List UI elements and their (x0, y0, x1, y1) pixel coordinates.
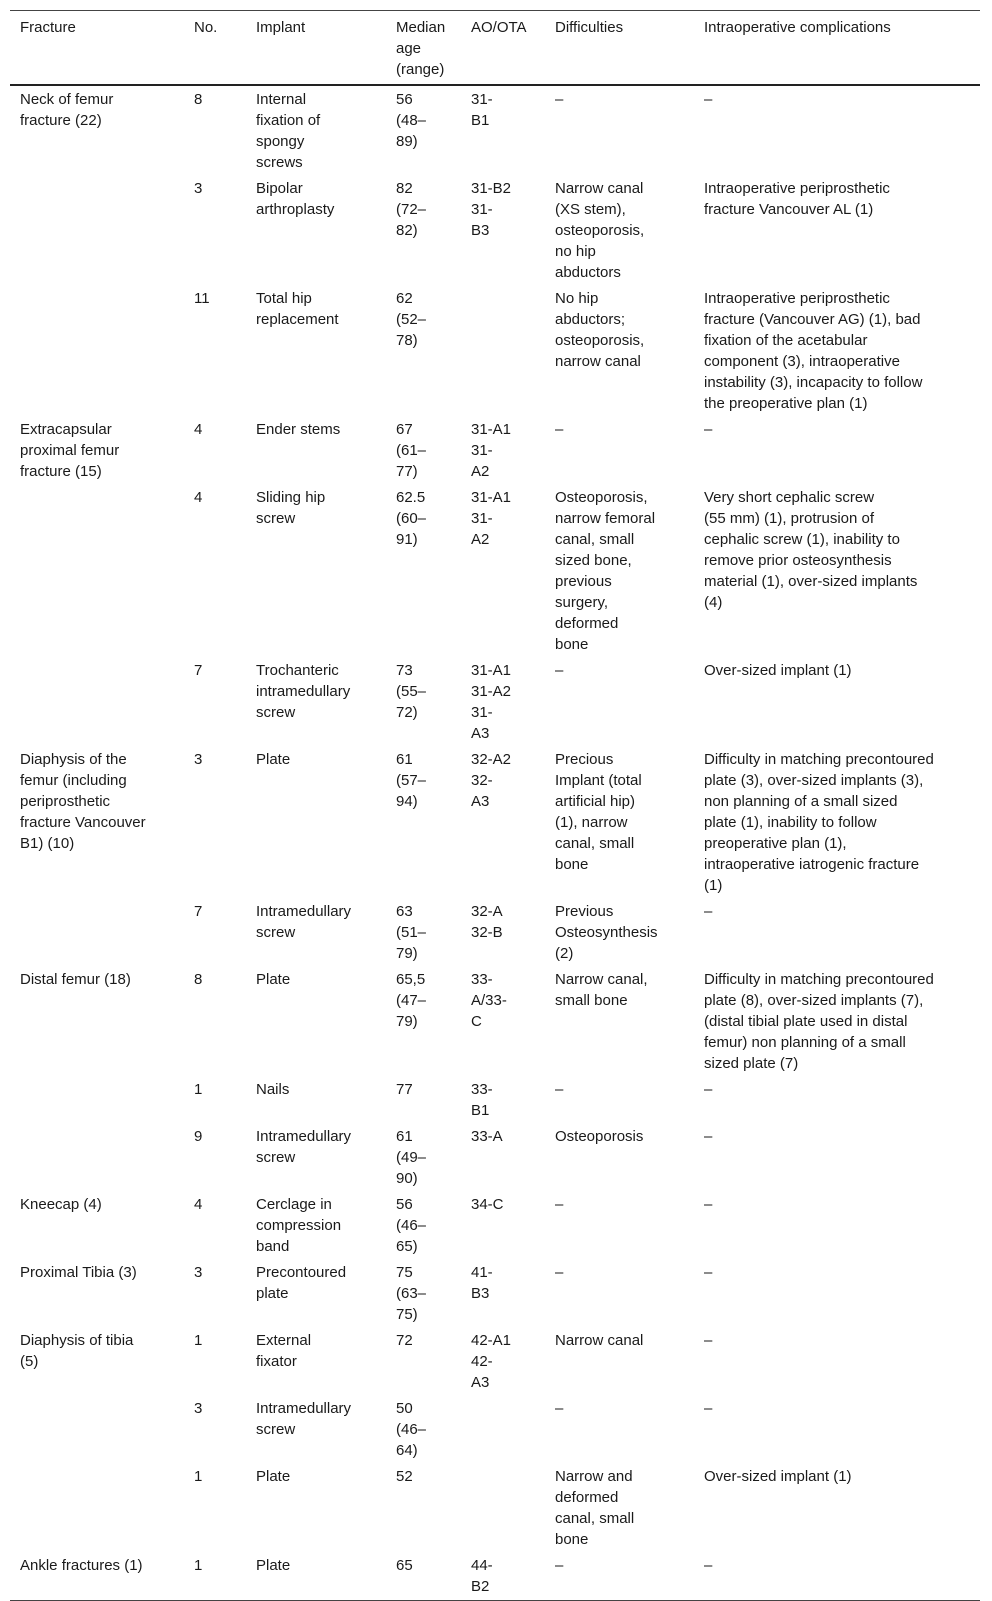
cell-difficulties: No hip abductors; osteoporosis, narrow canal (555, 290, 645, 370)
cell-complications: – (704, 903, 713, 920)
table-row (10, 746, 980, 898)
cell-fracture (10, 175, 184, 285)
cell-implant: Nails (256, 1081, 290, 1098)
header-no: No. (184, 11, 246, 86)
table-row (10, 898, 980, 966)
cell-complications: Over-sized implant (1) (704, 662, 852, 679)
cell-fracture (10, 1395, 184, 1463)
table-row (10, 1123, 980, 1191)
cell-no: 3 (194, 1264, 203, 1281)
cell-ao-ota: 44- B2 (461, 1552, 545, 1601)
cell-median-age: 82 (72– 82) (396, 180, 427, 239)
cell-complications: – (704, 91, 713, 108)
cell-complications: – (704, 1332, 713, 1349)
table-container (10, 10, 980, 1601)
cell-no: 7 (194, 662, 203, 679)
cell-difficulties: – (555, 91, 564, 108)
cell-median-age: 61 (49– 90) (396, 1128, 427, 1187)
cell-no: 1 (194, 1332, 203, 1349)
cell-ao-ota: 33-A (471, 1128, 503, 1145)
header-implant: Implant (246, 11, 386, 86)
cell-no: 1 (184, 1552, 246, 1601)
cell-implant: Sliding hip screw (256, 489, 326, 527)
cell-fracture: Neck of femur fracture (22) (20, 91, 114, 129)
cell-difficulties: – (555, 1081, 564, 1098)
cell-ao-ota: 33- A/33- C (471, 971, 507, 1030)
cell-ao-ota: 31-A1 31- A2 (471, 489, 512, 548)
cell-complications: Intraoperative periprosthetic fracture (Vancouver AG) (1), bad fixation of the acetabular component (3), intraoperative instability (3), incapacity to follow the preoperative plan (1) (704, 290, 923, 412)
cell-no: 1 (194, 1081, 203, 1098)
cell-implant: Plate (256, 971, 291, 988)
cell-implant: External fixator (256, 1332, 312, 1370)
table-row (10, 966, 980, 1076)
header-fracture: Fracture (10, 11, 184, 86)
cell-complications: – (704, 1196, 713, 1213)
cell-implant: Trochanteric intramedullary screw (256, 662, 351, 721)
cell-no: 4 (194, 489, 203, 506)
header-ao-ota: AO/OTA (461, 11, 545, 86)
cell-no: 7 (194, 903, 203, 920)
cell-difficulties: – (555, 1196, 564, 1213)
cell-median-age: 65 (386, 1552, 461, 1601)
table-body (10, 85, 980, 1601)
header-difficulties: Difficulties (545, 11, 694, 86)
cell-difficulties: Narrow canal (555, 1332, 644, 1349)
cell-fracture (10, 898, 184, 966)
cell-no: 11 (194, 290, 210, 307)
cell-median-age: 67 (61– 77) (396, 421, 427, 480)
cell-implant: Cerclage in compression band (256, 1196, 342, 1255)
cell-implant: Plate (256, 1468, 291, 1485)
cell-complications: – (704, 1264, 713, 1281)
cell-median-age: 50 (46– 64) (396, 1400, 427, 1459)
cell-implant: Plate (246, 1552, 386, 1601)
cell-fracture: Ankle fractures (1) (10, 1552, 184, 1601)
header-median-age: Median age (range) (386, 11, 461, 86)
header-complications: Intraoperative complications (694, 11, 980, 86)
cell-difficulties: – (555, 662, 564, 679)
cell-median-age: 61 (57– 94) (396, 751, 427, 810)
cell-difficulties: – (545, 1552, 694, 1601)
fracture-table (10, 10, 980, 1601)
cell-ao-ota: 34-C (471, 1196, 504, 1213)
cell-median-age: 77 (396, 1081, 413, 1098)
cell-implant: Total hip replacement (256, 290, 339, 328)
header-row (10, 11, 980, 86)
cell-median-age: 56 (48– 89) (396, 91, 427, 150)
cell-complications: – (704, 421, 713, 438)
cell-ao-ota: 32-A 32-B (471, 903, 503, 941)
table-row (10, 1395, 980, 1463)
cell-ao-ota: 42-A1 42- A3 (471, 1332, 512, 1391)
cell-difficulties: Precious Implant (total artificial hip) (1), narrow canal, small bone (555, 751, 642, 873)
cell-ao-ota: 31- B1 (471, 91, 493, 129)
cell-fracture: Distal femur (18) (20, 971, 131, 988)
cell-difficulties: Narrow canal, small bone (555, 971, 648, 1009)
cell-complications: Intraoperative periprosthetic fracture Vancouver AL (1) (704, 180, 890, 218)
cell-fracture: Extracapsular proximal femur fracture (15) (20, 421, 120, 480)
cell-ao-ota: 31-A1 31- A2 (471, 421, 512, 480)
cell-no: 4 (194, 421, 203, 438)
cell-complications: Difficulty in matching precontoured plate (3), over-sized implants (3), non planning of a small sized plate (1), inability to follow preoperative plan (1), intraoperative iatrogenic fracture (1) (704, 751, 934, 894)
cell-implant: Bipolar arthroplasty (256, 180, 335, 218)
cell-ao-ota: 31-A1 31-A2 31- A3 (471, 662, 512, 742)
cell-fracture: Kneecap (4) (20, 1196, 102, 1213)
cell-ao-ota: 32-A2 32- A3 (471, 751, 512, 810)
cell-ao-ota: 33- B1 (471, 1081, 493, 1119)
cell-median-age: 56 (46– 65) (396, 1196, 427, 1255)
cell-median-age: 75 (63– 75) (396, 1264, 427, 1323)
cell-ao-ota (461, 1395, 545, 1463)
cell-difficulties: Narrow canal (XS stem), osteoporosis, no hip abductors (555, 180, 645, 281)
table-row (10, 85, 980, 175)
cell-difficulties: Osteoporosis, narrow femoral canal, small sized bone, previous surgery, deformed bone (555, 489, 656, 653)
cell-fracture: Proximal Tibia (3) (20, 1264, 137, 1281)
table-row (10, 1259, 980, 1327)
cell-no: 4 (194, 1196, 203, 1213)
cell-median-age: 65,5 (47– 79) (396, 971, 427, 1030)
table-row (10, 175, 980, 285)
table-row (10, 1463, 980, 1552)
cell-median-age: 63 (51– 79) (396, 903, 427, 962)
cell-no: 1 (194, 1468, 203, 1485)
cell-implant: Internal fixation of spongy screws (256, 91, 321, 171)
cell-no: 8 (194, 971, 203, 988)
cell-implant: Ender stems (256, 421, 341, 438)
cell-difficulties: Osteoporosis (555, 1128, 644, 1145)
cell-difficulties: – (555, 1264, 564, 1281)
cell-ao-ota: 31-B2 31- B3 (471, 180, 512, 239)
cell-complications: – (704, 1081, 713, 1098)
cell-implant: Intramedullary screw (256, 903, 352, 941)
cell-difficulties: Previous Osteosynthesis (2) (555, 903, 658, 962)
table-row (10, 1327, 980, 1395)
cell-difficulties: – (555, 1400, 564, 1417)
cell-complications: Very short cephalic screw (55 mm) (1), protrusion of cephalic screw (1), inability to remove prior osteosynthesis material (1), over-sized implants (4) (704, 489, 918, 611)
cell-implant: Precontoured plate (256, 1264, 347, 1302)
cell-implant: Intramedullary screw (256, 1128, 352, 1166)
cell-implant: Intramedullary screw (256, 1400, 352, 1438)
cell-ao-ota: 41- B3 (471, 1264, 493, 1302)
cell-fracture (10, 484, 184, 657)
cell-no: 9 (194, 1128, 203, 1145)
table-row (10, 285, 980, 416)
cell-complications: Difficulty in matching precontoured plate (8), over-sized implants (7), (distal tibial plate used in distal femur) non planning of a small sized plate (7) (704, 971, 934, 1072)
cell-complications: – (704, 1400, 713, 1417)
cell-fracture (10, 1463, 184, 1552)
table-row (10, 1552, 980, 1601)
table-row (10, 657, 980, 746)
cell-no: 3 (194, 751, 203, 768)
table-row (10, 484, 980, 657)
cell-fracture (10, 1076, 184, 1123)
cell-fracture (10, 285, 184, 416)
cell-no: 3 (194, 180, 203, 197)
cell-median-age: 73 (55– 72) (396, 662, 427, 721)
cell-fracture (10, 1123, 184, 1191)
table-header (10, 11, 980, 86)
cell-fracture: Diaphysis of tibia (5) (20, 1332, 134, 1370)
cell-fracture: Diaphysis of the femur (including periprosthetic fracture Vancouver B1) (10) (20, 751, 146, 852)
table-row (10, 416, 980, 484)
cell-ao-ota (461, 285, 545, 416)
cell-ao-ota (461, 1463, 545, 1552)
cell-implant: Plate (256, 751, 291, 768)
cell-complications: Over-sized implant (1) (704, 1468, 852, 1485)
cell-complications: – (704, 1128, 713, 1145)
cell-difficulties: – (555, 421, 564, 438)
cell-difficulties: Narrow and deformed canal, small bone (555, 1468, 635, 1548)
cell-no: 3 (194, 1400, 203, 1417)
cell-median-age: 62.5 (60– 91) (396, 489, 427, 548)
cell-median-age: 52 (396, 1468, 413, 1485)
table-row (10, 1076, 980, 1123)
cell-fracture (10, 657, 184, 746)
cell-no: 8 (194, 91, 203, 108)
cell-complications: – (694, 1552, 980, 1601)
cell-median-age: 72 (396, 1332, 413, 1349)
table-row (10, 1191, 980, 1259)
cell-median-age: 62 (52– 78) (396, 290, 427, 349)
